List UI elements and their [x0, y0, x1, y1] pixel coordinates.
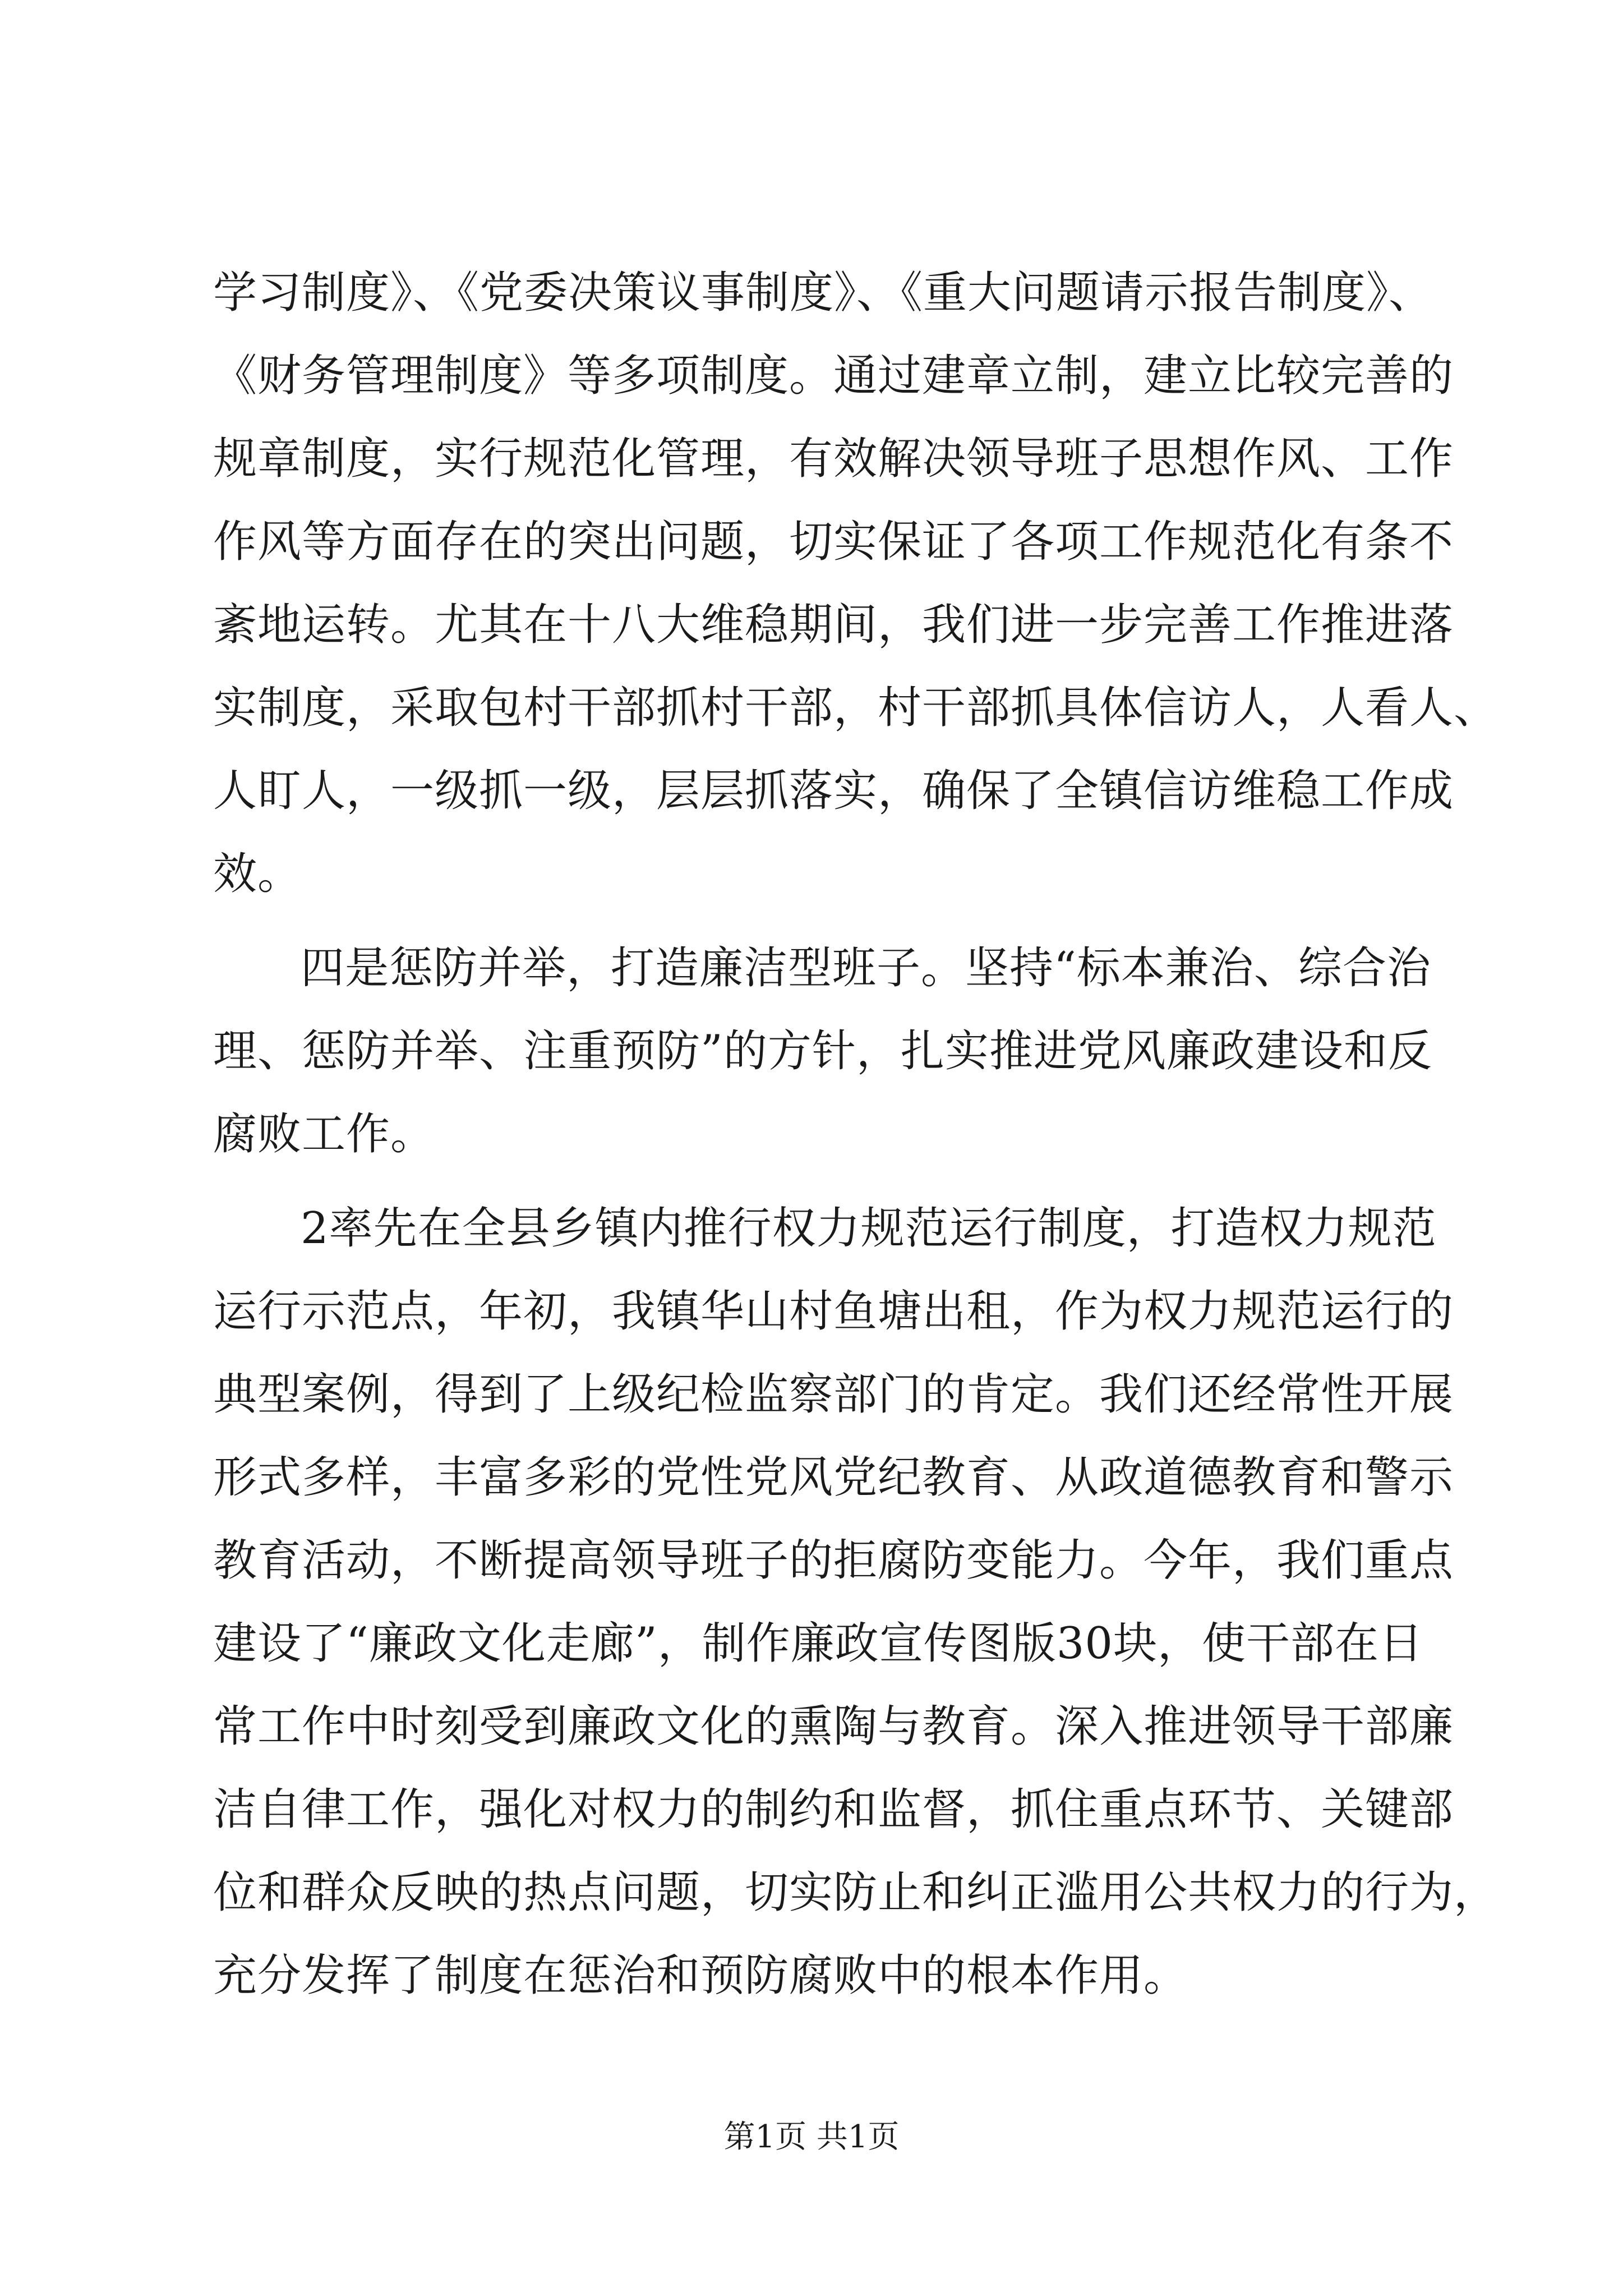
document-body [213, 251, 1498, 2017]
text-line: 2率先在全县乡镇内推行权力规范运行制度，打造权力规范 [301, 1203, 1437, 1254]
text-line: 典型案例，得到了上级纪检监察部门的肯定。我们还经常性开展 [213, 1369, 1454, 1420]
text-line: 形式多样，丰富多彩的党性党风党纪教育、从政道德教育和警示 [213, 1452, 1454, 1503]
text-line: 常工作中时刻受到廉政文化的熏陶与教育。深入推进领导干部廉 [213, 1701, 1454, 1752]
text-line: 腐败工作。 [213, 1109, 435, 1159]
text-line: 规章制度，实行规范化管理，有效解决领导班子思想作风、工作 [213, 434, 1454, 484]
paragraph-1 [213, 251, 1498, 915]
text-line: 作风等方面存在的突出问题，切实保证了各项工作规范化有条不 [213, 517, 1454, 567]
text-line: 人盯人，一级抓一级，层层抓落实，确保了全镇信访维稳工作成 [213, 766, 1454, 816]
text-line: 运行示范点，年初，我镇华山村鱼塘出租，作为权力规范运行的 [213, 1286, 1454, 1337]
paragraph-spacer [213, 915, 1424, 927]
text-line: 学习制度》、《党委决策议事制度》、《重大问题请示报告制度》、 [213, 268, 1433, 318]
text-line: 位和群众反映的热点问题，切实防止和纠正滥用公共权力的行为， [213, 1867, 1498, 1918]
text-line: 教育活动，不断提高领导班子的拒腐防变能力。今年，我们重点 [213, 1535, 1454, 1586]
text-line: 洁自律工作，强化对权力的制约和监督，抓住重点环节、关键部 [213, 1784, 1454, 1835]
paragraph-spacer [213, 1176, 1424, 1187]
text-line: 理、惩防并举、注重预防”的方针，扎实推进党风廉政建设和反 [213, 1026, 1432, 1076]
text-line: 四是惩防并举，打造廉洁型班子。坚持“标本兼治、综合治 [301, 943, 1431, 993]
paragraph-2 [213, 927, 1432, 1176]
text-line: 实制度，采取包村干部抓村干部，村干部抓具体信访人，人看人、 [213, 683, 1498, 733]
paragraph-3 [213, 1187, 1498, 2017]
text-line: 《财务管理制度》等多项制度。通过建章立制，建立比较完善的 [213, 351, 1454, 401]
page-footer: 第1页 共1页 [723, 2119, 900, 2155]
text-line: 充分发挥了制度在惩治和预防腐败中的根本作用。 [213, 1950, 1188, 2001]
text-line: 紊地运转。尤其在十八大维稳期间，我们进一步完善工作推进落 [213, 600, 1454, 650]
text-line: 建设了“廉政文化走廊”，制作廉政宣传图版30块，使干部在日 [213, 1618, 1424, 1669]
text-line: 效。 [213, 849, 302, 899]
